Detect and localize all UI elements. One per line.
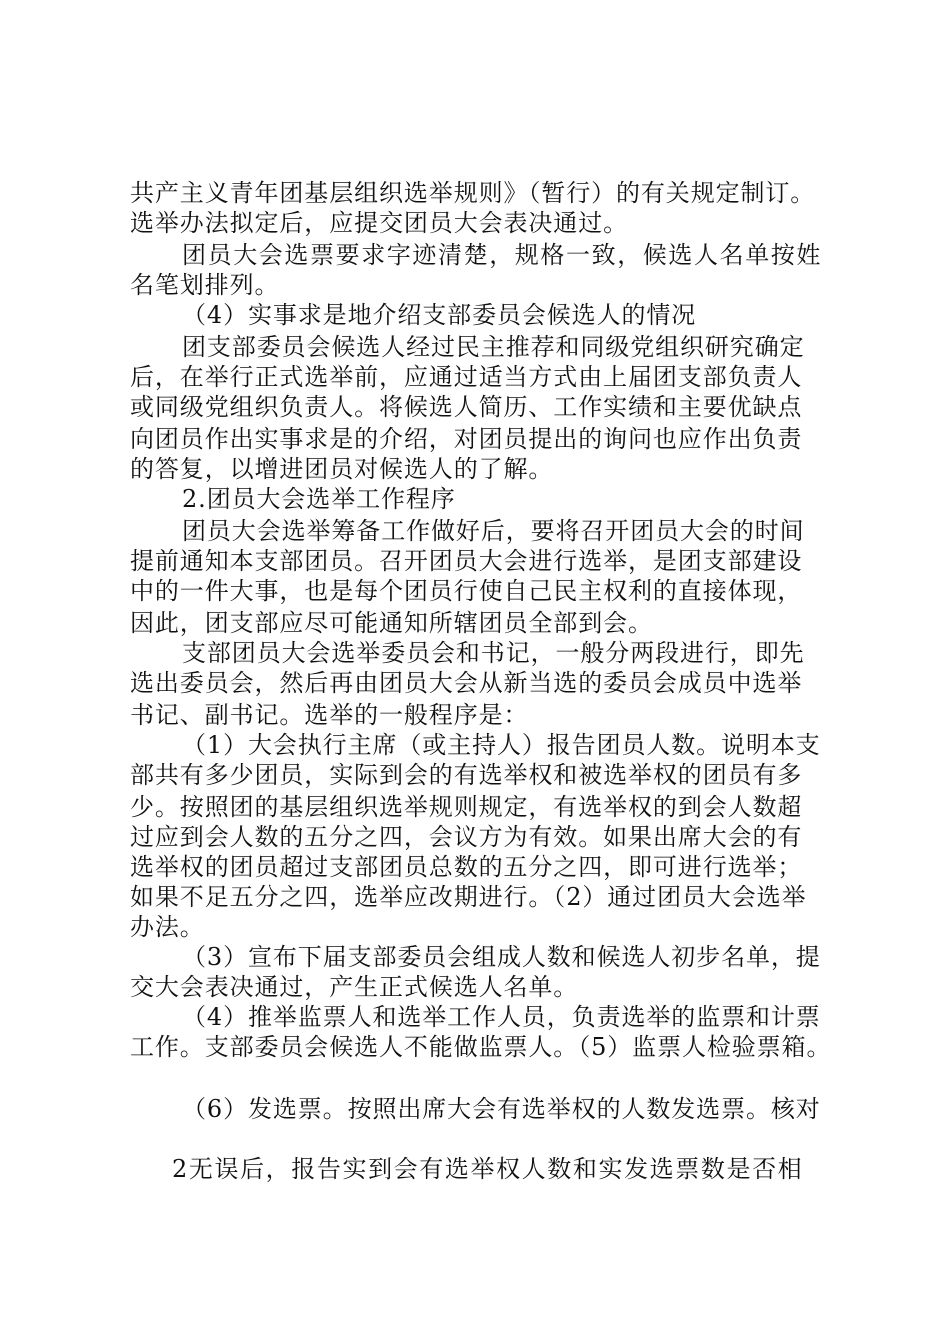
text-line-7: 后，在举行正式选举前，应通过适当方式由上届团支部负责人	[130, 363, 803, 391]
text-line-5: （4）实事求是地介绍支部委员会候选人的情况	[182, 301, 697, 329]
section-heading: 2.团员大会选举工作程序	[182, 485, 456, 513]
text-line-9: 向团员作出实事求是的介绍，对团员提出的询问也应作出负责	[130, 425, 803, 453]
text-line-24: 如果不足五分之四，选举应改期进行。（2）通过团员大会选举	[130, 883, 807, 911]
text-line-20: 部共有多少团员，实际到会的有选举权和被选举权的团员有多	[130, 761, 803, 789]
text-line-16: 支部团员大会选举委员会和书记，一般分两段进行，即先	[182, 639, 805, 667]
text-line-3: 团员大会选票要求字迹清楚，规格一致，候选人名单按姓	[182, 241, 822, 269]
text-line-25: 办法。	[130, 913, 205, 941]
text-line-31: 2无误后，报告实到会有选举权人数和实发选票数是否相	[172, 1155, 804, 1183]
text-line-19: （1）大会执行主席（或主持人）报告团员人数。说明本支	[182, 731, 821, 759]
text-line-28: （4）推举监票人和选举工作人员，负责选举的监票和计票	[182, 1003, 821, 1031]
text-line-10: 的答复，以增进团员对候选人的了解。	[130, 455, 554, 483]
text-line-23: 选举权的团员超过支部团员总数的五分之四，即可进行选举；	[130, 853, 803, 881]
text-line-27: 交大会表决通过，产生正式候选人名单。	[130, 973, 579, 1001]
text-line-30: （6）发选票。按照出席大会有选举权的人数发选票。核对	[182, 1095, 821, 1123]
text-line-18: 书记、副书记。选举的一般程序是：	[130, 701, 529, 729]
text-line-12: 团员大会选举筹备工作做好后，要将召开团员大会的时间	[182, 517, 805, 545]
text-line-4: 名笔划排列。	[130, 271, 280, 299]
text-line-21: 少。按照团的基层组织选举规则规定，有选举权的到会人数超	[130, 793, 803, 821]
text-line-29: 工作。支部委员会候选人不能做监票人。（5）监票人检验票箱。	[130, 1033, 832, 1061]
text-line-6: 团支部委员会候选人经过民主推荐和同级党组织研究确定	[182, 333, 805, 361]
text-line-26: （3）宣布下届支部委员会组成人数和候选人初步名单，提	[182, 943, 821, 971]
text-line-1: 共产主义青年团基层组织选举规则》（暂行）的有关规定制订。	[130, 179, 816, 207]
text-line-22: 过应到会人数的五分之四，会议方为有效。如果出席大会的有	[130, 823, 803, 851]
text-line-17: 选出委员会，然后再由团员大会从新当选的委员会成员中选举	[130, 669, 803, 697]
text-line-14: 中的一件大事，也是每个团员行使自己民主权利的直接体现，	[130, 577, 803, 605]
text-line-15: 因此，团支部应尽可能通知所辖团员全部到会。	[130, 609, 653, 637]
text-line-13: 提前通知本支部团员。召开团员大会进行选举，是团支部建设	[130, 547, 803, 575]
text-line-8: 或同级党组织负责人。将候选人简历、工作实绩和主要优缺点	[130, 393, 803, 421]
text-line-2: 选举办法拟定后，应提交团员大会表决通过。	[130, 209, 628, 237]
